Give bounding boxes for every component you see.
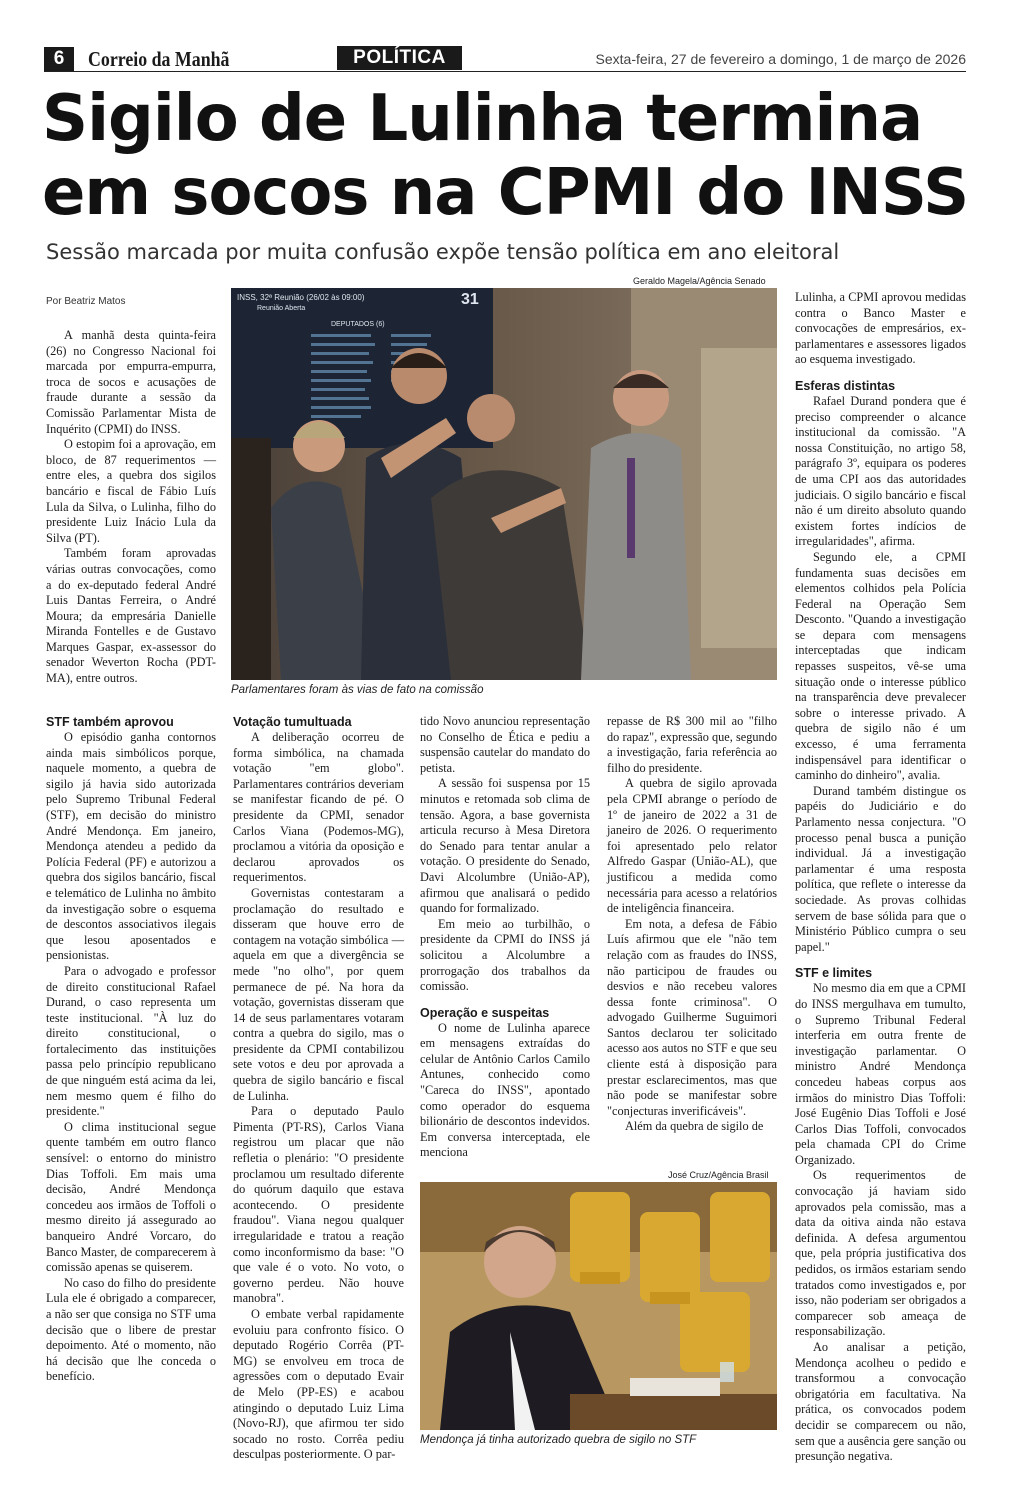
main-photo-illustration bbox=[231, 288, 777, 680]
board-heading: DEPUTADOS (6) bbox=[331, 321, 385, 328]
paragraph: O embate verbal rapidamente evoluiu para confronto físico. O deputado Rogério Corrêa (PT-MG) se envolveu em troca de agressões com o deputado Evair de Melo (PP-ES) e acabou atingindo o deputado Luiz Lima (Novo-RJ), que afirmou ter sido socado no rosto. Corrêa pediu desculpas posteriormente. O par- bbox=[233, 1306, 404, 1462]
paragraph: Os requerimentos de convocação já haviam sido aprovados pela comissão, mas a data da oitiva ainda não estava definida. A defesa argumentou que, pela própria justificativa dos pedidos, os irmãos estariam sendo tratados como investigados e, por isso, não poderiam ser obrigados a comparecer sob ameaça de responsabilização. bbox=[795, 1168, 966, 1339]
second-photo-illustration bbox=[420, 1182, 777, 1430]
paragraph: O nome de Lulinha aparece em mensagens extraídas do celular de Antônio Carlos Camilo Antunes, conhecido como "Careca do INSS", apontado como operador do esquema bilionário de descontos indevidos. Em conversa interceptada, ele menciona bbox=[420, 1020, 590, 1160]
section-heading: STF também aprovou bbox=[46, 715, 174, 729]
second-photo-caption: Mendonça já tinha autorizado quebra de sigilo no STF bbox=[420, 1434, 697, 1446]
section-tag: POLÍTICA bbox=[337, 46, 462, 70]
column-4 bbox=[607, 714, 777, 1135]
paragraph: A sessão foi suspensa por 15 minutos e retomada sob clima de tensão. Agora, a base governista articula recurso à Mesa Diretora do Senado para tentar anular a votação. O presidente do Senado, Davi Alcolumbre (União-AP), afirmou que analisará o pedido quando for formalizado. bbox=[420, 776, 590, 916]
paragraph: A manhã desta quinta-feira (26) no Congresso Nacional foi marcada por empurra-empurra, troca de socos e acusações de fraude durante a sessão da Comissão Parlamentar Mista de Inquérito (CPMI) do INSS. bbox=[46, 328, 216, 436]
paragraph: Para o deputado Paulo Pimenta (PT-RS), Carlos Viana registrou um placar que não refletia o plenário: "O presidente proclamou um resultado diferente do quórum daquilo que estava acontecendo. O presidente fraudou". Viana negou qualquer irregularidade e tratou a reação como inconformismo da base: "O que vale é o voto. No voto, o governo perdeu. Não houve manobra". bbox=[233, 1104, 404, 1306]
paragraph: Em meio ao turbilhão, o presidente da CPMI do INSS já solicitou a Alcolumbre a prorrogação dos trabalhos da comissão. bbox=[420, 916, 590, 994]
headline: Sigilo de Lulinha termina em socos na CPMI do INSS bbox=[42, 82, 969, 230]
board-status: Reunião Aberta bbox=[257, 305, 306, 312]
photo1-credit: Geraldo Magela/Agência Senado bbox=[633, 276, 766, 286]
paragraph: Rafael Durand pondera que é preciso compreender o alcance institucional da comissão. "A nossa Constituição, no artigo 58, parágrafo 3º, equipara os poderes de uma CPI aos das autoridades judiciais. O sigilo bancário e fiscal não é um direito absoluto quando existem fortes indícios de irregularidades", afirma. bbox=[795, 393, 966, 549]
paragraph: Lulinha, a CPMI aprovou medidas contra o Banco Master e convocações de empresários, ex-parlamentares e assessores ligados ao esquema investigado. bbox=[795, 290, 966, 367]
paragraph: A deliberação ocorreu de forma simbólica, na chamada votação "em globo". Parlamentares contrários deveriam se manifestar ficando de pé. O presidente da CPMI, senador Carlos Viana (Podemos-MG), proclamou a vitória da oposição e declarou aprovados os requerimentos. bbox=[233, 730, 404, 885]
paragraph: No caso do filho do presidente Lula ele é obrigado a comparecer, a não ser que consiga no STF uma decisão que o libere de prestar depoimento. Até o momento, não há decisão que lhe conceda o benefício. bbox=[46, 1275, 216, 1384]
paragraph: No mesmo dia em que a CPMI do INSS mergulhava em tumulto, o Supremo Tribunal Federal interferia em outra frente de investigação parlamentar. O ministro André Mendonça concedeu habeas corpus aos irmãos do ministro Dias Toffoli: José Eugênio Dias Toffoli e José Carlos Dias Toffoli, convocados pela chamada CPI do Crime Organizado. bbox=[795, 981, 966, 1167]
column-1-bottom bbox=[46, 714, 216, 1385]
paragraph: Em nota, a defesa de Fábio Luís afirmou que ele "não tem relação com as fraudes do INSS, não participou de fraudes ou desvios e não recebeu valores dessa fonte criminosa". O advogado Guilherme Suguimori Santos declarou ter solicitado acesso aos autos no STF e que seu cliente está à disposição para prestar esclarecimentos, mas que não pode se manifestar sobre "conjecturas inverificáveis". bbox=[607, 916, 777, 1118]
paragraph: Governistas contestaram a proclamação do resultado e disseram que houve erro de contagem na votação simbólica — aquela em que a divergência se mede "no olho", por quem permanece de pé. Na hora da votação, governistas disseram que 14 de seus parlamentares votaram contra a quebra do sigilo, mas o presidente da CPMI contabilizou sete votos e deu por aprovada a quebra de sigilo bancário e fiscal de Lulinha. bbox=[233, 885, 404, 1103]
main-photo bbox=[231, 288, 777, 680]
section-heading: Operação e suspeitas bbox=[420, 1005, 550, 1020]
column-2 bbox=[233, 714, 404, 1463]
second-photo bbox=[420, 1182, 777, 1430]
board-count: 31 bbox=[461, 291, 479, 308]
paragraph: A quebra de sigilo aprovada pela CPMI abrange o período de 1º de janeiro de 2022 a 31 de janeiro de 2026. O requerimento foi apresentado pelo relator Alfredo Gaspar (União-AL), que justificou a medida como necessária para acesso a relatórios de inteligência financeira. bbox=[607, 776, 777, 916]
section-heading: Esferas distintas bbox=[795, 378, 896, 393]
paragraph: Segundo ele, a CPMI fundamenta suas decisões em elementos colhidos pela Polícia Federal na Operação Sem Desconto. "Quando a investigação se depara com mensagens interceptadas que indicam repasses suspeitos, vê-se uma situação onde o interesse público na transparência deve prevalecer sobre o interesse privado. A quebra de sigilo não é um excesso, é uma ferramenta indispensável para identificar o caminho do dinheiro", avalia. bbox=[795, 549, 966, 783]
page-number: 6 bbox=[44, 47, 74, 71]
column-5 bbox=[795, 290, 966, 1465]
subheadline: Sessão marcada por muita confusão expõe tensão política em ano eleitoral bbox=[46, 240, 840, 264]
paragraph: O episódio ganha contornos ainda mais simbólicos porque, naquele momento, a quebra de sigilo já havia sido autorizada pelo Supremo Tribunal Federal (STF), em decisão do ministro André Mendonça. Em janeiro, Mendonça atendeu a pedido da Polícia Federal (PF) e autorizou a quebra dos sigilos bancário, fiscal e telemático de Lulinha no âmbito da investigação sobre o esquema de descontos associativos ilegais que lesou aposentados e pensionistas. bbox=[46, 730, 216, 963]
newspaper-name: Correio da Manhã bbox=[88, 47, 230, 71]
paragraph: O estopim foi a aprovação, em bloco, de 87 requerimentos — entre eles, a quebra dos sigilos bancário e fiscal de Fábio Luís Lula da Silva, o Lulinha, filho do presidente Luiz Inácio Lula da Silva (PT). bbox=[46, 437, 216, 545]
column-3 bbox=[420, 714, 590, 1161]
section-heading: Votação tumultuada bbox=[233, 715, 352, 729]
edition-date: Sexta-feira, 27 de fevereiro a domingo, 1 de março de 2026 bbox=[595, 51, 966, 67]
paragraph: Durand também distingue os papéis do Judiciário e do Parlamento nessa conjectura. "O processo penal busca a punição individual. Já a investigação parlamentar é uma resposta política, que reflete o interesse da sociedade. As provas colhidas servem de base sólida para que o Ministério Público cumpra o seu papel." bbox=[795, 783, 966, 954]
paragraph: Além da quebra de sigilo de bbox=[625, 1119, 764, 1134]
page-header bbox=[44, 46, 966, 72]
board-title: INSS, 32ª Reunião (26/02 às 09:00) bbox=[237, 293, 365, 302]
paragraph: Para o advogado e professor de direito constitucional Rafael Durand, o caso representa um teste institucional. "À luz do direito constitucional, o fortalecimento das instituições passa pelo princípio republicano de que ninguém está acima da lei, nem mesmo quem é filho do presidente." bbox=[46, 963, 216, 1119]
section-heading: STF e limites bbox=[795, 966, 873, 981]
paragraph: Também foram aprovadas várias outras convocações, como a do ex-deputado federal André Luis Dantas Ferreira, o André Moura; da empresária Danielle Miranda Fontelles e de Gustavo Marques Gaspar, ex-assessor do senador Weverton Rocha (PDT-MA), entre outros. bbox=[46, 546, 216, 686]
column-1-top bbox=[46, 328, 216, 687]
paragraph: tido Novo anunciou representação no Conselho de Ética e pediu a suspensão cautelar do mandato do petista. bbox=[420, 714, 590, 775]
paragraph: O clima institucional segue quente também em outro flanco sensível: o entorno do ministro Dias Toffoli. Em mais uma decisão, André Mendonça concedeu aos irmãos de Toffoli o mesmo direito já assegurado ao banqueiro André Vorcaro, do Banco Master, de comparecerem à comissão apenas se quiserem. bbox=[46, 1119, 216, 1275]
paragraph: Ao analisar a petição, Mendonça acolheu o pedido e transformou a convocação obrigatória em facultativa. Na prática, os convocados podem decidir se comparecem ou não, sem que a ausência gere sanção ou presunção negativa. bbox=[795, 1340, 966, 1464]
paragraph: repasse de R$ 300 mil ao "filho do rapaz", expressão que, segundo a investigação, faria referência ao filho do presidente. bbox=[607, 714, 777, 775]
byline: Por Beatriz Matos bbox=[46, 296, 126, 307]
photo2-credit: José Cruz/Agência Brasil bbox=[668, 1170, 769, 1180]
main-photo-caption: Parlamentares foram às vias de fato na comissão bbox=[231, 684, 484, 696]
